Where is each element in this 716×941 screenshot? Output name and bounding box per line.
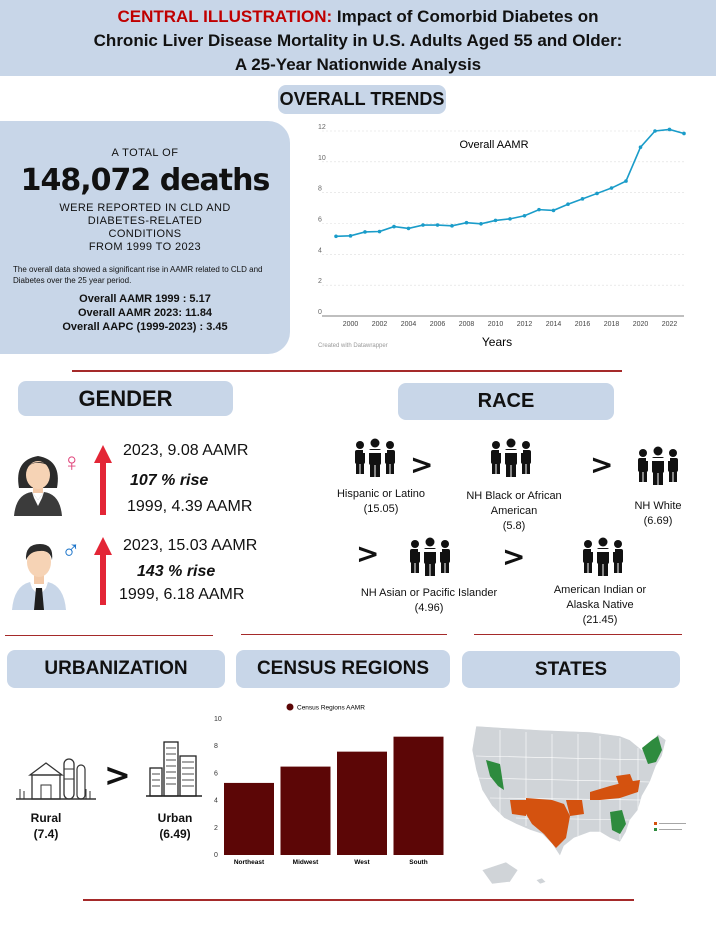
overall-description: The overall data showed a significant rise in AAMR related to CLD and Diabetes over the 25 year period.	[13, 265, 263, 285]
divider-2b	[241, 634, 447, 635]
line-point	[378, 230, 382, 234]
line-xtick-label: 2010	[487, 321, 504, 328]
urban-value: (6.49)	[159, 827, 191, 841]
stat-aapc: Overall AAPC (1999-2023) : 3.45	[62, 321, 228, 333]
race-asian	[340, 586, 518, 616]
line-point	[479, 222, 483, 226]
line-point	[450, 224, 454, 228]
bar-ytick-label: 8	[214, 743, 218, 751]
line-point	[465, 221, 469, 225]
line-point	[682, 132, 686, 136]
bar-ytick-label: 10	[214, 716, 222, 723]
male-rise-arrow-icon	[93, 535, 113, 605]
line-xtick-label: 2006	[429, 321, 446, 328]
line-xtick-label: 2002	[371, 321, 388, 328]
line-point	[421, 223, 425, 227]
total-deaths: 148,072 deaths	[20, 163, 270, 198]
line-xtick-label: 2018	[603, 321, 620, 328]
title-prefix: CENTRAL ILLUSTRATION:	[117, 7, 333, 26]
subtitle-line-2: DIABETES-RELATED	[87, 215, 203, 227]
line-point	[334, 234, 338, 238]
female-rise: 107 % rise	[130, 472, 209, 489]
female-rise-arrow-icon	[93, 443, 113, 515]
race-white-value: (6.69)	[643, 515, 673, 527]
line-xtick-label: 2000	[342, 321, 359, 328]
race-aian	[534, 583, 666, 628]
race-asian-label: NH Asian or Pacific Islander	[360, 587, 498, 599]
bar-xtick-label: Midwest	[292, 859, 319, 866]
race-black-label-2: American	[490, 505, 538, 517]
female-avatar-icon	[10, 450, 66, 516]
title-line-1	[0, 5, 716, 29]
line-point	[581, 197, 585, 201]
line-ytick-label: 6	[318, 216, 322, 224]
line-ytick-label: 8	[318, 185, 322, 193]
bar-xtick-label: South	[409, 859, 428, 866]
line-xtick-label: 2008	[458, 321, 475, 328]
line-ytick-label: 4	[318, 247, 322, 255]
male-symbol-icon: ♂	[61, 535, 81, 565]
female-2023-aamr: 2023, 9.08 AAMR	[123, 442, 249, 459]
line-point	[392, 225, 396, 229]
line-point	[436, 223, 440, 227]
aian-group-icon	[580, 537, 626, 577]
race-gt-2: >	[590, 448, 614, 481]
race-black-value: (5.8)	[502, 520, 526, 532]
bar-ytick-label: 2	[214, 824, 218, 832]
race-aian-label-2: Alaska Native	[566, 599, 634, 611]
line-chart-xlabel: Years	[481, 335, 513, 349]
line-ytick-label: 0	[318, 309, 322, 316]
asian-group-icon	[407, 537, 453, 577]
stat-aamr-2023: Overall AAMR 2023: 11.84	[77, 307, 213, 319]
census-bar-chart	[208, 700, 458, 870]
line-point	[653, 129, 657, 133]
map-legend-bottom-swatch	[654, 828, 657, 831]
bar-south	[394, 737, 444, 855]
subtitle-line-4: FROM 1999 TO 2023	[88, 241, 202, 253]
divider-2c	[474, 634, 682, 635]
bar-ytick-label: 4	[214, 797, 218, 805]
line-xtick-label: 2020	[632, 321, 649, 328]
census-regions-pill: CENSUS REGIONS	[236, 650, 450, 688]
line-point	[639, 145, 643, 149]
line-point	[610, 186, 614, 190]
a-total-of-label: A TOTAL OF	[111, 147, 179, 159]
total-summary-box	[0, 121, 290, 354]
stat-aamr-1999: Overall AAMR 1999 : 5.17	[79, 293, 211, 305]
urban-gt: >	[104, 756, 131, 794]
hispanic-group-icon	[352, 438, 398, 478]
bar-ytick-label: 0	[214, 852, 218, 859]
overall-aamr-line-chart	[300, 118, 700, 358]
bar-midwest	[281, 767, 331, 855]
rural-farm-icon	[16, 745, 96, 803]
race-hispanic	[322, 487, 440, 517]
race-white	[618, 499, 698, 529]
line-ytick-label: 10	[318, 154, 326, 162]
line-point	[537, 208, 541, 212]
header-banner	[0, 0, 716, 76]
female-1999-aamr: 1999, 4.39 AAMR	[127, 498, 253, 515]
subtitle-line-1: WERE REPORTED IN CLD AND	[59, 202, 231, 214]
divider-bottom	[83, 899, 634, 901]
race-pill: RACE	[398, 383, 614, 420]
line-point	[668, 128, 672, 132]
line-point	[494, 219, 498, 223]
us-states-map	[470, 720, 700, 890]
race-hispanic-value: (15.05)	[363, 503, 399, 515]
line-point	[407, 227, 411, 231]
states-pill: STATES	[462, 651, 680, 688]
female-symbol-icon: ♀	[62, 447, 82, 477]
line-chart-title: Overall AAMR	[459, 139, 529, 151]
male-rise: 143 % rise	[137, 563, 216, 580]
race-white-label: NH White	[634, 500, 682, 512]
race-black	[448, 489, 580, 534]
race-gt-1: >	[410, 448, 434, 481]
line-point	[595, 192, 599, 196]
map-legend-top-swatch	[654, 822, 657, 825]
line-xtick-label: 2016	[574, 321, 591, 328]
line-point	[552, 209, 556, 213]
line-xtick-label: 2012	[516, 321, 533, 328]
black-group-icon	[488, 438, 534, 478]
line-point	[523, 214, 527, 218]
male-avatar-icon	[10, 538, 68, 610]
title-line-2: Chronic Liver Disease Mortality in U.S. Adults Aged 55 and Older:	[93, 31, 623, 50]
datawrapper-credit: Created with Datawrapper	[318, 343, 388, 349]
subtitle-line-3: CONDITIONS	[108, 228, 182, 240]
title-text-1: Impact of Comorbid Diabetes on	[336, 7, 599, 26]
bar-west	[337, 752, 387, 855]
line-xtick-label: 2022	[661, 321, 678, 328]
overall-trends-pill: OVERALL TRENDS	[278, 85, 446, 114]
line-point	[566, 202, 570, 206]
line-ytick-label: 2	[318, 278, 322, 286]
race-aian-label-1: American Indian or	[553, 584, 647, 596]
race-gt-4: >	[502, 540, 526, 573]
bar-xtick-label: West	[354, 859, 370, 866]
urban-buildings-icon	[146, 738, 202, 800]
male-2023-aamr: 2023, 15.03 AAMR	[123, 537, 258, 554]
rural-label: Rural	[30, 811, 62, 825]
bar-northeast	[224, 783, 274, 855]
divider-1	[72, 370, 622, 372]
race-gt-3: >	[356, 537, 380, 570]
line-point	[349, 234, 353, 238]
bar-legend-label: Census Regions AAMR	[297, 704, 365, 712]
urban-label: Urban	[157, 811, 193, 825]
line-xtick-label: 2014	[545, 321, 562, 328]
line-point	[508, 217, 512, 221]
line-xtick-label: 2004	[400, 321, 417, 328]
gender-pill: GENDER	[18, 381, 233, 416]
urban-rural	[24, 810, 68, 842]
state-newmexico-top	[510, 800, 526, 816]
male-1999-aamr: 1999, 6.18 AAMR	[119, 586, 245, 603]
race-black-label-1: NH Black or African	[466, 490, 562, 502]
line-point	[363, 230, 367, 234]
line-ytick-label: 12	[318, 124, 326, 131]
bar-ytick-label: 6	[214, 770, 218, 778]
race-asian-value: (4.96)	[414, 602, 444, 614]
race-aian-value: (21.45)	[582, 614, 618, 626]
bar-xtick-label: Northeast	[233, 859, 265, 866]
bar-legend-swatch	[287, 704, 294, 711]
race-hispanic-label: Hispanic or Latino	[336, 488, 426, 500]
state-texas-top	[526, 798, 570, 848]
urbanization-pill: URBANIZATION	[7, 650, 225, 688]
white-group-icon	[635, 446, 681, 486]
line-point	[624, 179, 628, 183]
divider-2a	[5, 635, 213, 636]
rural-value: (7.4)	[33, 827, 59, 841]
title-line-3: A 25-Year Nationwide Analysis	[234, 55, 482, 74]
urban-urban	[152, 810, 198, 842]
